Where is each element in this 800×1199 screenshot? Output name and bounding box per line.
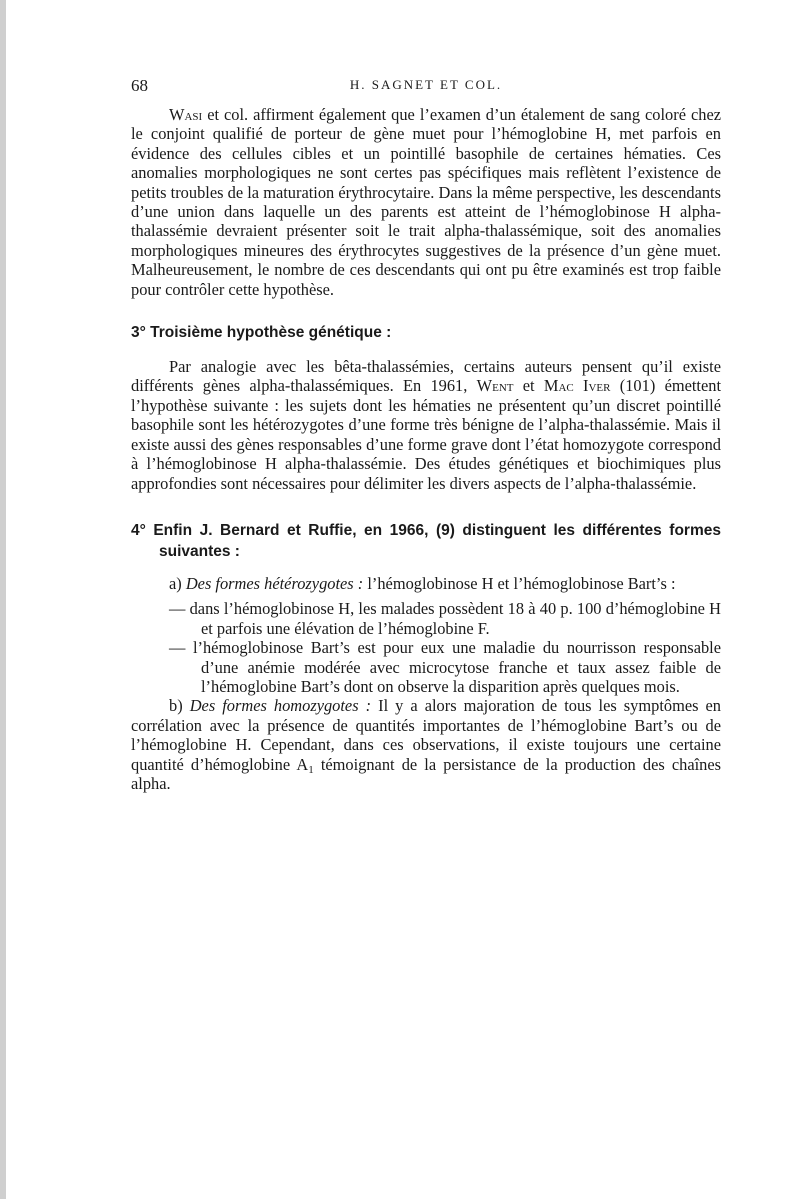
scan-edge: [0, 0, 6, 1199]
paragraph-text: l’hémoglobinose H et l’hémoglobinose Bart’s :: [363, 573, 676, 593]
author-name: Went: [476, 376, 514, 396]
section-heading-4: 4° Enfin J. Bernard et Ruffie, en 1966, (9) distinguent les différentes formes suivantes :: [131, 521, 721, 560]
paragraph-wasi: [131, 105, 721, 299]
page-number: 68: [131, 76, 148, 95]
dash-item-hemoglobinose-h: — dans l’hémoglobinose H, les malades possèdent 18 à 40 p. 100 d’hémoglobine H et parfois une élévation de l’hémoglobine F.: [169, 599, 721, 638]
dash-item-hemoglobinose-barts: — l’hémoglobinose Bart’s est pour eux une maladie du nourrisson responsable d’une anémie modérée avec microcytose franche et taux assez faible de l’hémoglobine Bart’s dont on observe la disparition après quelques mois.: [169, 638, 721, 696]
author-name: Mac Iver: [543, 376, 611, 396]
running-title: H. SAGNET ET COL.: [349, 77, 503, 92]
paragraph-text: et: [513, 376, 544, 396]
paragraph-heterozygous: [131, 574, 721, 593]
author-name: Wasi: [169, 105, 203, 124]
paragraph-text: Par analogie avec les bêta-thalassémies, certains auteurs pensent qu’il existe différents gènes alpha-thalassémiques. En 1961,: [131, 357, 721, 396]
item-title: Des formes homozygotes :: [189, 696, 372, 716]
paragraph-text: (101) émettent l’hypothèse suivante : les sujets dont les hématies ne présentent qu’un discret pointillé basophile sont les hétérozygotes d’une forme très bénigne de l’alpha-thalassémie. Mais il existe aussi des gènes responsables d’une forme grave dont l’état homozygote correspond à l’hémoglobinose H alpha-thalassémie. Des études génétiques et biochimiques plus approfondies sont nécessaires pour délimiter les divers aspects de l’alpha-thalassémie.: [131, 376, 722, 493]
page-body: [131, 105, 721, 793]
paragraph-text: témoignant de la persistance de la production des chaînes alpha.: [131, 754, 721, 793]
item-label: b): [169, 696, 190, 716]
item-title: Des formes hétérozygotes :: [185, 573, 364, 593]
subscript: 1: [308, 763, 314, 776]
item-label: a): [169, 573, 186, 593]
paragraph-homozygous: [131, 696, 721, 793]
paragraph-text: et col. affirment également que l’examen d’un étalement de sang coloré chez le conjoint qualifié de porteur de gène muet pour l’hémoglobine H, met parfois en évidence des cellules cibles et un pointillé basophile de certaines hématies. Ces anomalies morphologiques ne sont certes pas spécifiques mais reflètent l’existence de petits troubles de la maturation érythrocytaire. Dans la même perspective, les descendants d’une union dans laquelle un des parents est atteint de l’hémoglobinose H alpha-thalassémie devraient présenter soit le trait alpha-thalassémique, soit des anomalies morphologiques mineures des érythrocytes suggestives de la présence d’un gène muet. Malheureusement, le nombre de ces descendants qui ont pu être examinés est trop faible pour contrôler cette hypothèse.: [131, 105, 721, 299]
paragraph-hypothesis: [131, 357, 721, 493]
paragraph-text: Il y a alors majoration de tous les symptômes en corrélation avec la présence de quantités importantes de l’hémoglobine Bart’s ou de l’hémoglobine H. Cependant, dans ces observations, il existe toujours une certaine quantité d’hémoglobine A: [131, 696, 721, 774]
page-header: [131, 76, 721, 96]
section-heading-3: 3° Troisième hypothèse génétique :: [131, 324, 392, 342]
